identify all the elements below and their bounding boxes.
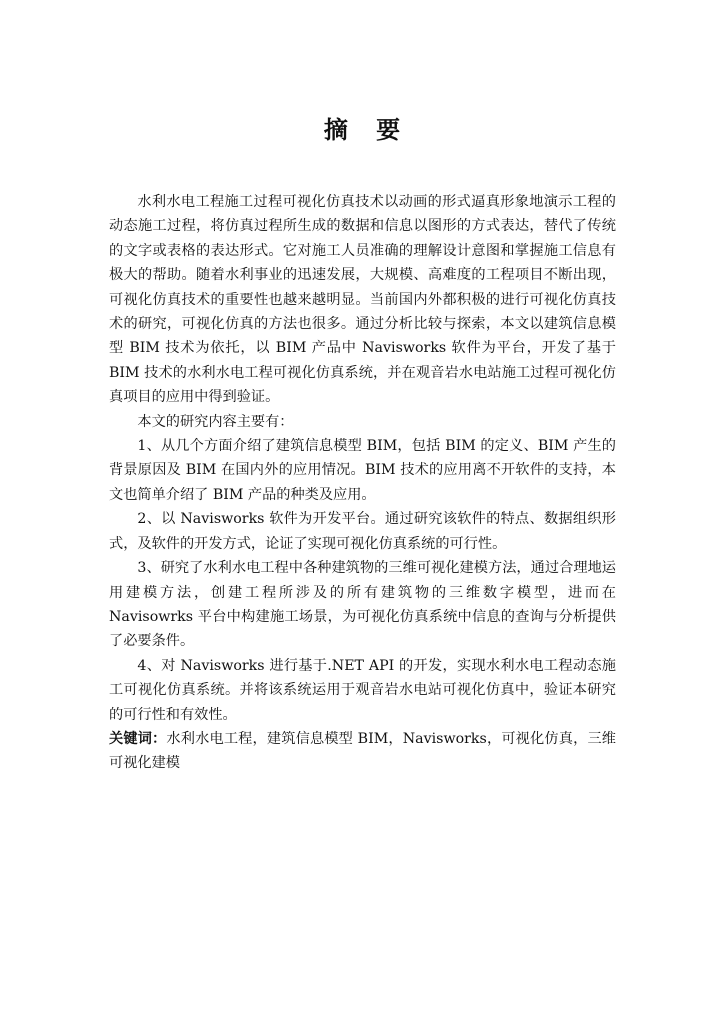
page-title: 摘 要 bbox=[323, 116, 411, 144]
research-item-1: 1、从几个方面介绍了建筑信息模型 BIM，包括 BIM 的定义、BIM 产生的背景原因及 BIM 在国内外的应用情况。BIM 技术的应用离不开软件的支持，本文也简单介绍了 BIM 产品的种类及应用。 bbox=[109, 438, 616, 503]
keywords-label: 关键词： bbox=[109, 730, 167, 747]
research-item-2: 2、以 Navisworks 软件为开发平台。通过研究该软件的特点、数据组织形式，及软件的开发方式，论证了实现可视化仿真系统的可行性。 bbox=[109, 511, 616, 552]
research-content-intro: 本文的研究内容主要有： bbox=[137, 413, 294, 430]
abstract-body bbox=[109, 190, 616, 776]
keywords-line bbox=[109, 727, 616, 776]
research-item-4: 4、对 Navisworks 进行基于.NET API 的开发，实现水利水电工程动态施工可视化仿真系统。并将该系统运用于观音岩水电站可视化仿真中，验证本研究的可行性和有效性。 bbox=[109, 657, 616, 723]
abstract-paragraph-1: 水利水电工程施工过程可视化仿真技术以动画的形式逼真形象地演示工程的动态施工过程，将仿真过程所生成的数据和信息以图形的方式表达，替代了传统的文字或表格的表达形式。它对施工人员准确的理解设计意图和掌握施工信息有极大的帮助。随着水利事业的迅速发展，大规模、高难度的工程项目不断出现，可视化仿真技术的重要性也越来越明显。当前国内外都积极的进行可视化仿真技术的研究，可视化仿真的方法也很多。通过分析比较与探索，本文以建筑信息模型 BIM 技术为依托，以 BIM 产品中 Navisworks 软件为平台，开发了基于 BIM 技术的水利水电工程可视化仿真系统，并在观音岩水电站施工过程可视化仿真项目的应用中得到验证。 bbox=[109, 194, 616, 406]
research-item-3: 3、研究了水利水电工程中各种建筑物的三维可视化建模方法，通过合理地运用建模方法，创建工程所涉及的所有建筑物的三维数字模型，进而在 Navisowrks 平台中构建施工场景，为可视化仿真系统中信息的查询与分析提供了必要条件。 bbox=[109, 560, 616, 650]
keywords-text: 水利水电工程，建筑信息模型 BIM，Navisworks，可视化仿真，三维可视化建模 bbox=[109, 730, 616, 772]
